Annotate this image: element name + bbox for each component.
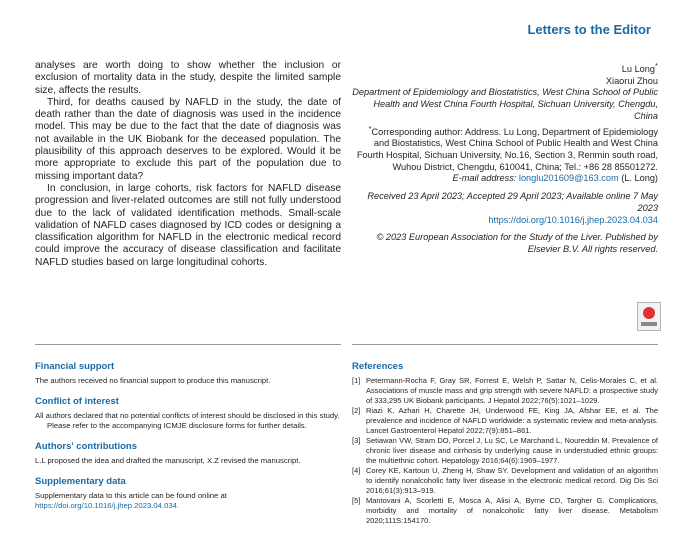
contributions-heading: Authors' contributions xyxy=(35,441,137,452)
section-divider xyxy=(352,344,658,345)
body-paragraph: In conclusion, in large cohorts, risk factors for NAFLD disease progression and liver-related outcomes are still not fully understood due to the lack of validated identification methods. Small-scale validation of NAFLD cases diagnosed by ICD codes or designing a classification algorithm for NAFLD in the electronic medical record could improve the accuracy of disease classification and facilitate NAFLD studies based on large longitudinal cohorts. xyxy=(35,182,341,268)
financial-text: The authors received no financial support to produce this manuscript. xyxy=(35,376,271,385)
conflict-heading: Conflict of interest xyxy=(35,396,119,407)
supplementary-heading: Supplementary data xyxy=(35,476,126,487)
conflict-text: All authors declared that no potential conflicts of interest should be disclosed in this study. xyxy=(35,411,340,420)
email-line: E-mail address: longlu201609@163.com (L. Long) xyxy=(452,173,658,184)
journal-section-header: Letters to the Editor xyxy=(527,22,651,37)
article-dates: Received 23 April 2023; Accepted 29 April 2023; Available online 7 May 2023 xyxy=(367,191,658,213)
contributions-text: L.L proposed the idea and drafted the manuscript, X.Z revised the manuscript. xyxy=(35,456,301,465)
copyright-notice: © 2023 European Association for the Study of the Liver. Published by Elsevier B.V. All rights reserved. xyxy=(376,232,658,254)
author-affiliation: Department of Epidemiology and Biostatistics, West China School of Public Health and West China Fourth Hospital, Sichuan University, Chengdu, China xyxy=(352,87,658,121)
author-info-column xyxy=(352,60,658,256)
author-name: Xiaorui Zhou xyxy=(605,75,658,86)
body-paragraph: analyses are worth doing to show whether the inclusion or exclusion of mortality data in the study, despite the limited sample size, affects the results. xyxy=(35,60,341,96)
section-divider xyxy=(35,344,341,345)
reference-item: [2] Riazi K, Azhari H, Charette JH, Underwood FE, King JA, Afshar EE, et al. The prevalence and incidence of NAFLD worldwide: a systematic review and meta-analysis. Lancet Gastroenterol Hepatol 2022;7(9):851–861. xyxy=(352,406,658,435)
article-doi-link[interactable]: https://doi.org/10.1016/j.jhep.2023.04.034 xyxy=(488,214,658,225)
back-matter xyxy=(35,362,341,511)
references-section xyxy=(352,362,658,526)
email-link[interactable]: longlu201609@163.com xyxy=(518,173,619,184)
body-paragraph: Third, for deaths caused by NAFLD in the study, the date of death rather than the date of diagnosis was used in the incidence model. This may be due to the fact that the date of diagnosis was not available in the UK Biobank for the deceased population. The plausibility of this approach deserves to be explored. Would it be more appropriate to exclude this part of the population due to missing important data? xyxy=(35,96,341,182)
financial-heading: Financial support xyxy=(35,361,115,372)
conflict-text-disclosure: Please refer to the accompanying ICMJE disclosure forms for further details. xyxy=(47,421,307,430)
reference-item: [4] Corey KE, Kartoun U, Zheng H, Shaw SY. Development and validation of an algorithm to identify nonalcoholic fatty liver disease in the electronic medical record. Dig Dis Sci 2016;61(3):913–919. xyxy=(352,466,658,495)
reference-item: [1] Petermann-Rocha F, Gray SR, Forrest E, Welsh P, Sattar N, Celis-Morales C, et al. Associations of muscle mass and grip strength with severe NAFLD: a prospective study of 333,295 UK Biobank participants. J Hepatol 2022;76(5):1021–1029. xyxy=(352,376,658,405)
corresponding-author: *Corresponding author: Address. Lu Long, Department of Epidemiology and Biostatistics, West China School of Public Health and West China Fourth Hospital, Sichuan University, No.16, Section 3, Renmin south road, Wuhou District, Chengdu, 610041, China; Tel.: +86 28 85501272. xyxy=(356,123,658,172)
references-heading: References xyxy=(352,361,404,372)
body-text-column xyxy=(35,60,341,269)
reference-item: [3] Setiawan VW, Stram DO, Porcel J, Lu SC, Le Marchand L, Noureddin M. Prevalence of chronic liver disease and cirrhosis by underlying cause in understudied ethnic groups: the multiethnic cohort. Hepatology 2016;64(6):1969–1977. xyxy=(352,436,658,465)
supplementary-link[interactable]: https://doi.org/10.1016/j.jhep.2023.04.034. xyxy=(35,501,180,510)
crossmark-icon[interactable] xyxy=(637,302,661,331)
reference-item: [5] Mantovani A, Scorletti E, Mosca A, Alisi A, Byrne CD, Targher G. Complications, morbidity and mortality of nonalcoholic fatty liver disease. Metabolism 2020;111S:154170. xyxy=(352,496,658,525)
supplementary-text: Supplementary data to this article can be found online at https://doi.org/10.1016/j.jhep.2023.04.034. xyxy=(35,491,227,510)
author-name: Lu Long* xyxy=(621,61,658,75)
